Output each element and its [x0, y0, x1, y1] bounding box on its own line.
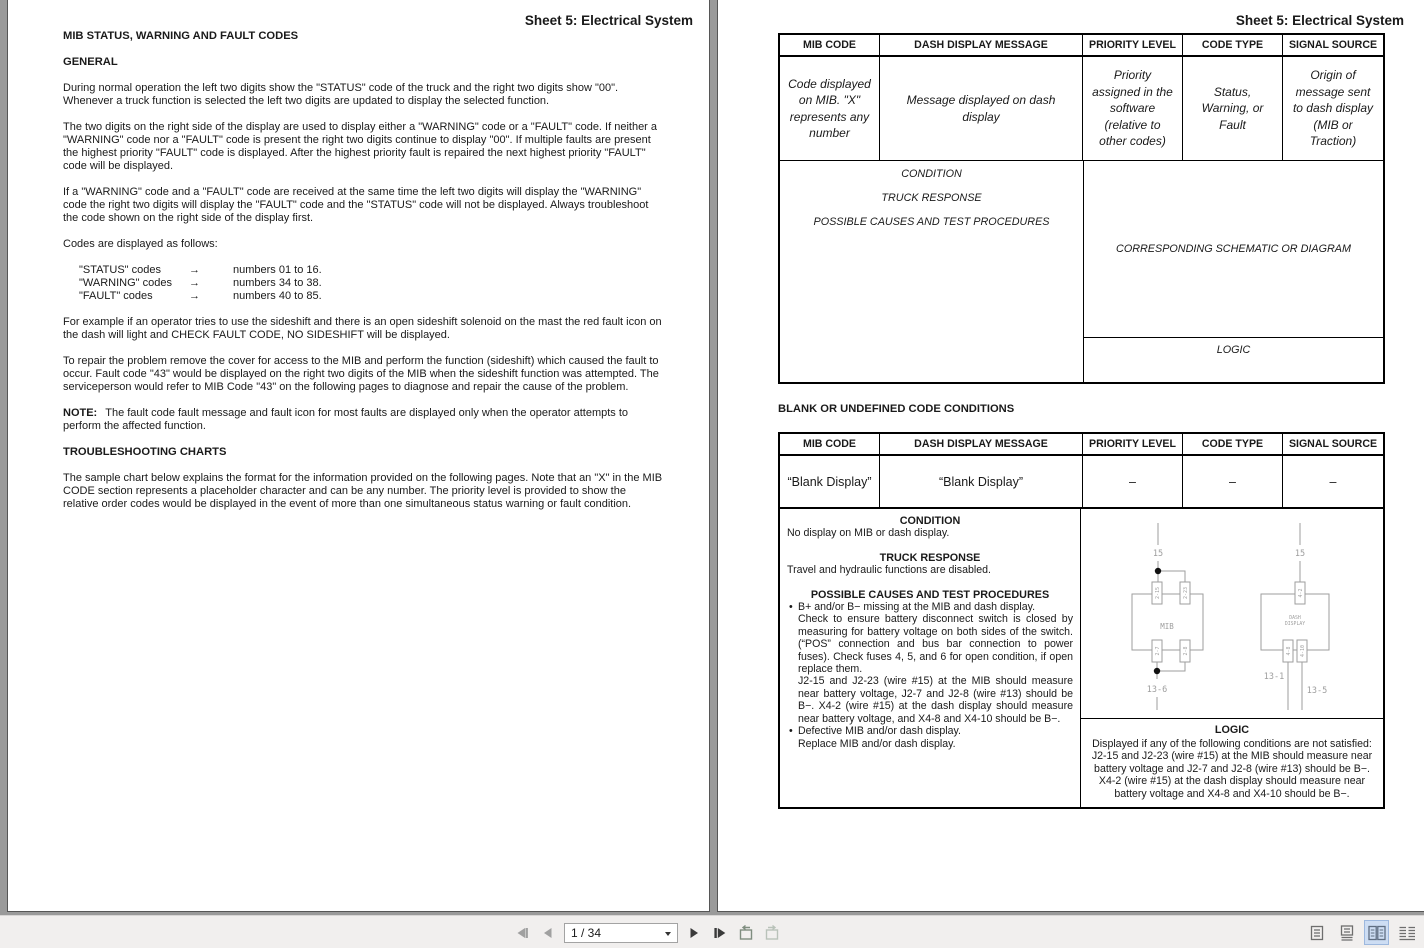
blank-code-table: [778, 432, 1385, 809]
previous-view-button[interactable]: [736, 923, 756, 943]
next-view-icon: [762, 923, 782, 943]
pin-label: 2-8: [1183, 646, 1189, 656]
wire-label: 15: [1152, 549, 1164, 559]
left-page-body: [63, 30, 663, 524]
continuous-page-icon: [1338, 924, 1356, 942]
viewer-toolbar: [0, 915, 1424, 948]
chevron-down-icon: [665, 932, 671, 936]
arrow-glyph: →: [189, 264, 200, 276]
junction-dot: [1154, 668, 1160, 674]
junction-dot: [1155, 568, 1161, 574]
page-left: [7, 0, 710, 912]
paragraph: The sample chart below explains the format for the information provided on the following pages. Note that an "X" in the MIB CODE section represents a placeholder character and can be any number. The priority level is provided to show the relative order codes would be displayed in the event of more than one simultaneous status warning or fault condition.: [63, 472, 663, 510]
table-body: [780, 161, 1383, 382]
next-view-button[interactable]: [762, 923, 782, 943]
dash-display-label: DISPLAY: [1284, 622, 1306, 627]
sheet-header-left: Sheet 5: Electrical System: [524, 13, 693, 28]
logic-cell: LOGIC Displayed if any of the following conditions are not satisfied: J2-15 and J2-23 (wire #15) at the MIB should measure near battery voltage and J2-7 and J2-8 (wire #13) should be B−. X4-2 (wire #15) at the dash display should measure near battery voltage and X4-8 and X4-10 should be B−.: [1081, 718, 1383, 807]
wire-label: 13-6: [1146, 685, 1168, 695]
col-header: DASH DISPLAY MESSAGE: [880, 35, 1083, 55]
code-row: "STATUS" codes → numbers 01 to 16.: [79, 264, 322, 276]
table-cell: Message displayed on dash display: [880, 57, 1083, 160]
condition-cell: CONDITION No display on MIB or dash display. TRUCK RESPONSE Travel and hydraulic functions are disabled. POSSIBLE CAUSES AND TEST PROCEDURES • B+ and/or B− missing at the MIB and dash display. Check to ensure battery disconnect switch is closed by measuring for battery voltage on both sides of the switch. (“POS” connection and bus bar connection to power fuses). Check fuses 4, 5, and 6 for open condition, if open replace them. J2-15 and J2-23 (wire #15) at the MIB should measure near battery voltage, J2-7 and J2-8 (wire #13) should be B−. X4-2 (wire #15) at the dash display should measure near battery voltage, and X4-8 and X4-10 should be B−. • Defective MIB and/or dash display. Replace MIB and/or dash display.: [780, 509, 1081, 807]
previous-page-button[interactable]: [538, 923, 558, 943]
pin-label: 2-7: [1155, 646, 1161, 656]
col-header: CODE TYPE: [1183, 434, 1283, 454]
table-cell: “Blank Display”: [880, 456, 1083, 507]
table-cell: –: [1083, 456, 1183, 507]
pin-label: 4-10: [1300, 644, 1306, 658]
table-cell: Priority assigned in the software (relative to other codes): [1083, 57, 1183, 160]
sample-chart-table: [778, 33, 1385, 384]
page-right: [717, 0, 1424, 912]
wire-label: 15: [1294, 549, 1306, 559]
troubleshooting-heading: TROUBLESHOOTING CHARTS: [63, 446, 227, 458]
note-paragraph: NOTE: The fault code fault message and fault icon for most faults are displayed only when the operator attempts to perform the affected function.: [63, 407, 629, 432]
wire-label: 13-1: [1263, 672, 1285, 682]
two-page-continuous-icon: [1397, 924, 1417, 942]
table-cell: –: [1183, 456, 1283, 507]
col-header: DASH DISPLAY MESSAGE: [880, 434, 1083, 454]
paragraph: For example if an operator tries to use the sideshift and there is an open sideshift solenoid on the mast the red fault icon on the dash will light and CHECK FAULT CODE, NO SIDESHIFT will be displayed.: [63, 316, 662, 341]
pin-label: 4-2: [1298, 588, 1304, 598]
col-header: PRIORITY LEVEL: [1083, 35, 1183, 55]
col-header: MIB CODE: [780, 35, 880, 55]
table-cell: “Blank Display”: [780, 456, 880, 507]
wiring-schematic: [1081, 509, 1383, 718]
continuous-view-button[interactable]: [1334, 920, 1359, 945]
paragraph: The two digits on the right side of the display are used to display either a "WARNING" code or a "FAULT" code. If neither a "WARNING" code nor a "FAULT" code is present the right two digits continue to display "00". If multiple faults are present the highest priority "FAULT" code is displayed. After the highest priority fault is repaired the next highest priority "FAULT" code will be displayed.: [63, 121, 658, 172]
codes-list: [79, 264, 663, 303]
schematic-svg: [1081, 509, 1383, 718]
col-header: SIGNAL SOURCE: [1288, 438, 1378, 450]
paragraph: Codes are displayed as follows:: [63, 238, 218, 250]
dash-display-label: DASH: [1289, 616, 1301, 621]
page-layout-controls: [1304, 916, 1419, 948]
next-page-button[interactable]: [684, 923, 704, 943]
code-row: "FAULT" codes → numbers 40 to 85.: [79, 290, 322, 302]
two-page-continuous-view-button[interactable]: [1394, 920, 1419, 945]
wire-label: 13-5: [1306, 686, 1328, 696]
page-navigation: [512, 916, 782, 948]
table-header-row: [780, 35, 1383, 57]
pin-label: 4-8: [1286, 646, 1292, 656]
table-cell: Origin of message sent to dash display (MIB or Traction): [1292, 68, 1374, 149]
blank-codes-heading: BLANK OR UNDEFINED CODE CONDITIONS: [778, 403, 1015, 415]
first-page-button[interactable]: [512, 923, 532, 943]
col-header: SIGNAL SOURCE: [1288, 39, 1378, 51]
table-cell: Status, Warning, or Fault: [1183, 57, 1283, 160]
table-header-row: [780, 434, 1383, 456]
col-header: MIB CODE: [780, 434, 880, 454]
paragraph: To repair the problem remove the cover for access to the MIB and perform the function (sideshift) which caused the fault to occur. Fault code "43" would be displayed on the right two digits of the MIB when the sideshift function was attempted. The serviceperson would refer to MIB Code "43" on the following pages to diagnose and repair the cause of the problem.: [63, 355, 659, 393]
previous-page-icon: [539, 924, 557, 942]
page-number-value: 1 / 34: [571, 925, 602, 940]
page-number-combobox[interactable]: [564, 923, 678, 943]
sheet-header-right: Sheet 5: Electrical System: [1235, 13, 1404, 28]
single-page-icon: [1308, 924, 1326, 942]
table-cell: Code displayed on MIB. "X" represents any number: [780, 57, 880, 160]
col-header: CODE TYPE: [1183, 35, 1283, 55]
cause-item: • B+ and/or B− missing at the MIB and dash display. Check to ensure battery disconnect switch is closed by measuring for battery voltage on both sides of the switch. (“POS” connection and bus bar connection to power fuses). Check fuses 4, 5, and 6 for open condition, if open replace them. J2-15 and J2-23 (wire #15) at the MIB should measure near battery voltage, J2-7 and J2-8 (wire #13) should be B−. X4-2 (wire #15) at the dash display should measure near battery voltage, and X4-8 and X4-10 should be B−.: [789, 601, 1073, 725]
code-row: "WARNING" codes → numbers 34 to 38.: [79, 277, 322, 289]
blank-data-row: [780, 456, 1383, 509]
table-body: [780, 509, 1383, 807]
col-header: PRIORITY LEVEL: [1083, 434, 1183, 454]
description-row: [780, 57, 1383, 161]
table-cell: –: [1329, 474, 1337, 489]
note-label: NOTE:: [63, 407, 98, 419]
single-page-view-button[interactable]: [1304, 920, 1329, 945]
arrow-glyph: →: [189, 290, 200, 302]
two-page-view-button[interactable]: [1364, 920, 1389, 945]
two-page-icon: [1367, 924, 1387, 942]
schematic-cell: CORRESPONDING SCHEMATIC OR DIAGRAM LOGIC: [1084, 161, 1383, 382]
first-page-icon: [513, 924, 531, 942]
last-page-icon: [711, 924, 729, 942]
condition-cell: CONDITION TRUCK RESPONSE POSSIBLE CAUSES AND TEST PROCEDURES: [780, 161, 1084, 382]
general-heading: GENERAL: [63, 56, 118, 68]
arrow-glyph: →: [189, 277, 200, 289]
pin-label: 2-23: [1183, 586, 1189, 600]
pin-label: 2-15: [1155, 586, 1161, 600]
next-page-icon: [685, 924, 703, 942]
mib-label: MIB: [1160, 622, 1174, 631]
section-title: MIB STATUS, WARNING AND FAULT CODES: [63, 30, 299, 42]
schematic-cell: [1081, 509, 1383, 807]
paragraph: During normal operation the left two digits show the "STATUS" code of the truck and the right two digits show "00". Whenever a truck function is selected the left two digits are updated to display the selected function.: [63, 82, 619, 107]
cause-item: • Defective MIB and/or dash display. Replace MIB and/or dash display.: [789, 725, 961, 750]
paragraph: If a "WARNING" code and a "FAULT" code are received at the same time the left two digits will display the "WARNING" code the right two digits will display the "FAULT" code and the "STATUS" code will not be displayed. Always troubleshoot the code shown on the right side of the display first.: [63, 186, 649, 224]
last-page-button[interactable]: [710, 923, 730, 943]
previous-view-icon: [736, 923, 756, 943]
